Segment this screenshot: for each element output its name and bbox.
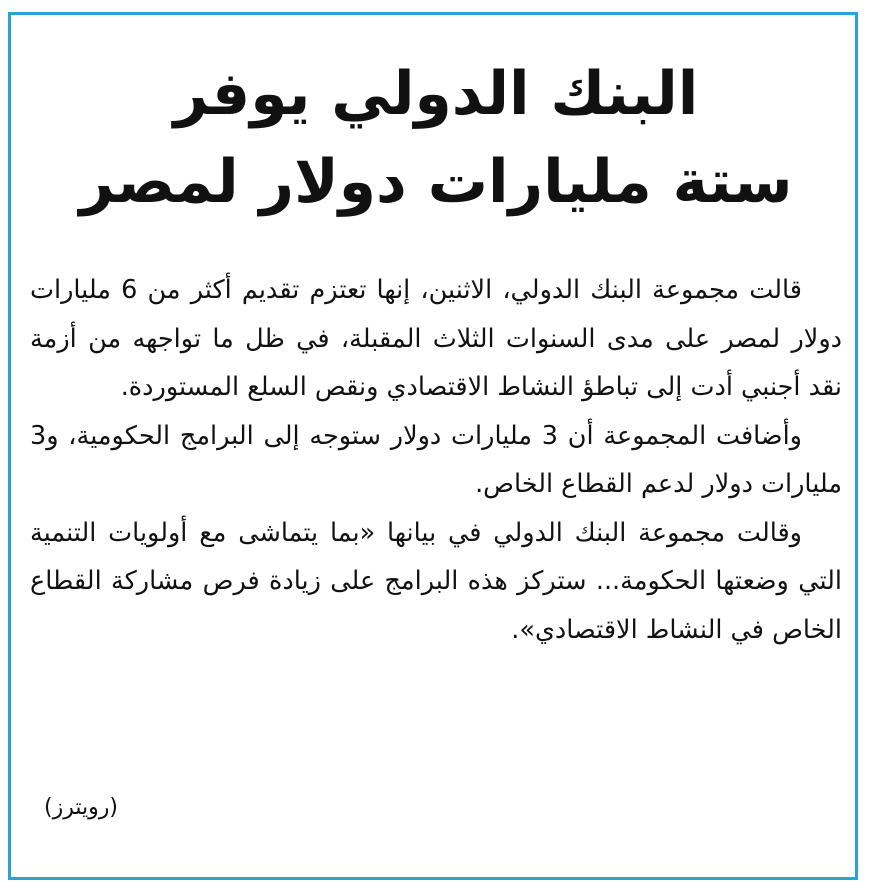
- source-credit: (رويترز): [44, 795, 118, 820]
- paragraph-2: وأضافت المجموعة أن 3 مليارات دولار ستوجه إلى البرامج الحكومية، و3 مليارات دولار لدعم القطاع الخاص.: [30, 420, 842, 499]
- paragraph-1: قالت مجموعة البنك الدولي، الاثنين، إنها تعتزم تقديم أكثر من 6 مليارات دولار لمصر على مدى السنوات الثلاث المقبلة، في ظل ما تواجهه من أزمة نقد أجنبي أدت إلى تباطؤ النشاط الاقتصادي ونقص السلع المستوردة.: [30, 275, 842, 402]
- headline: [20, 50, 852, 226]
- article-body: [30, 266, 842, 654]
- headline-line-1: البنك الدولي يوفر: [173, 59, 699, 129]
- headline-line-2: ستة مليارات دولار لمصر: [79, 147, 793, 217]
- paragraph-3: وقالت مجموعة البنك الدولي في بيانها «بما يتماشى مع أولويات التنمية التي وضعتها الحكومة... ستركز هذه البرامج على زيادة فرص مشاركة القطاع الخاص في النشاط الاقتصادي».: [30, 517, 842, 645]
